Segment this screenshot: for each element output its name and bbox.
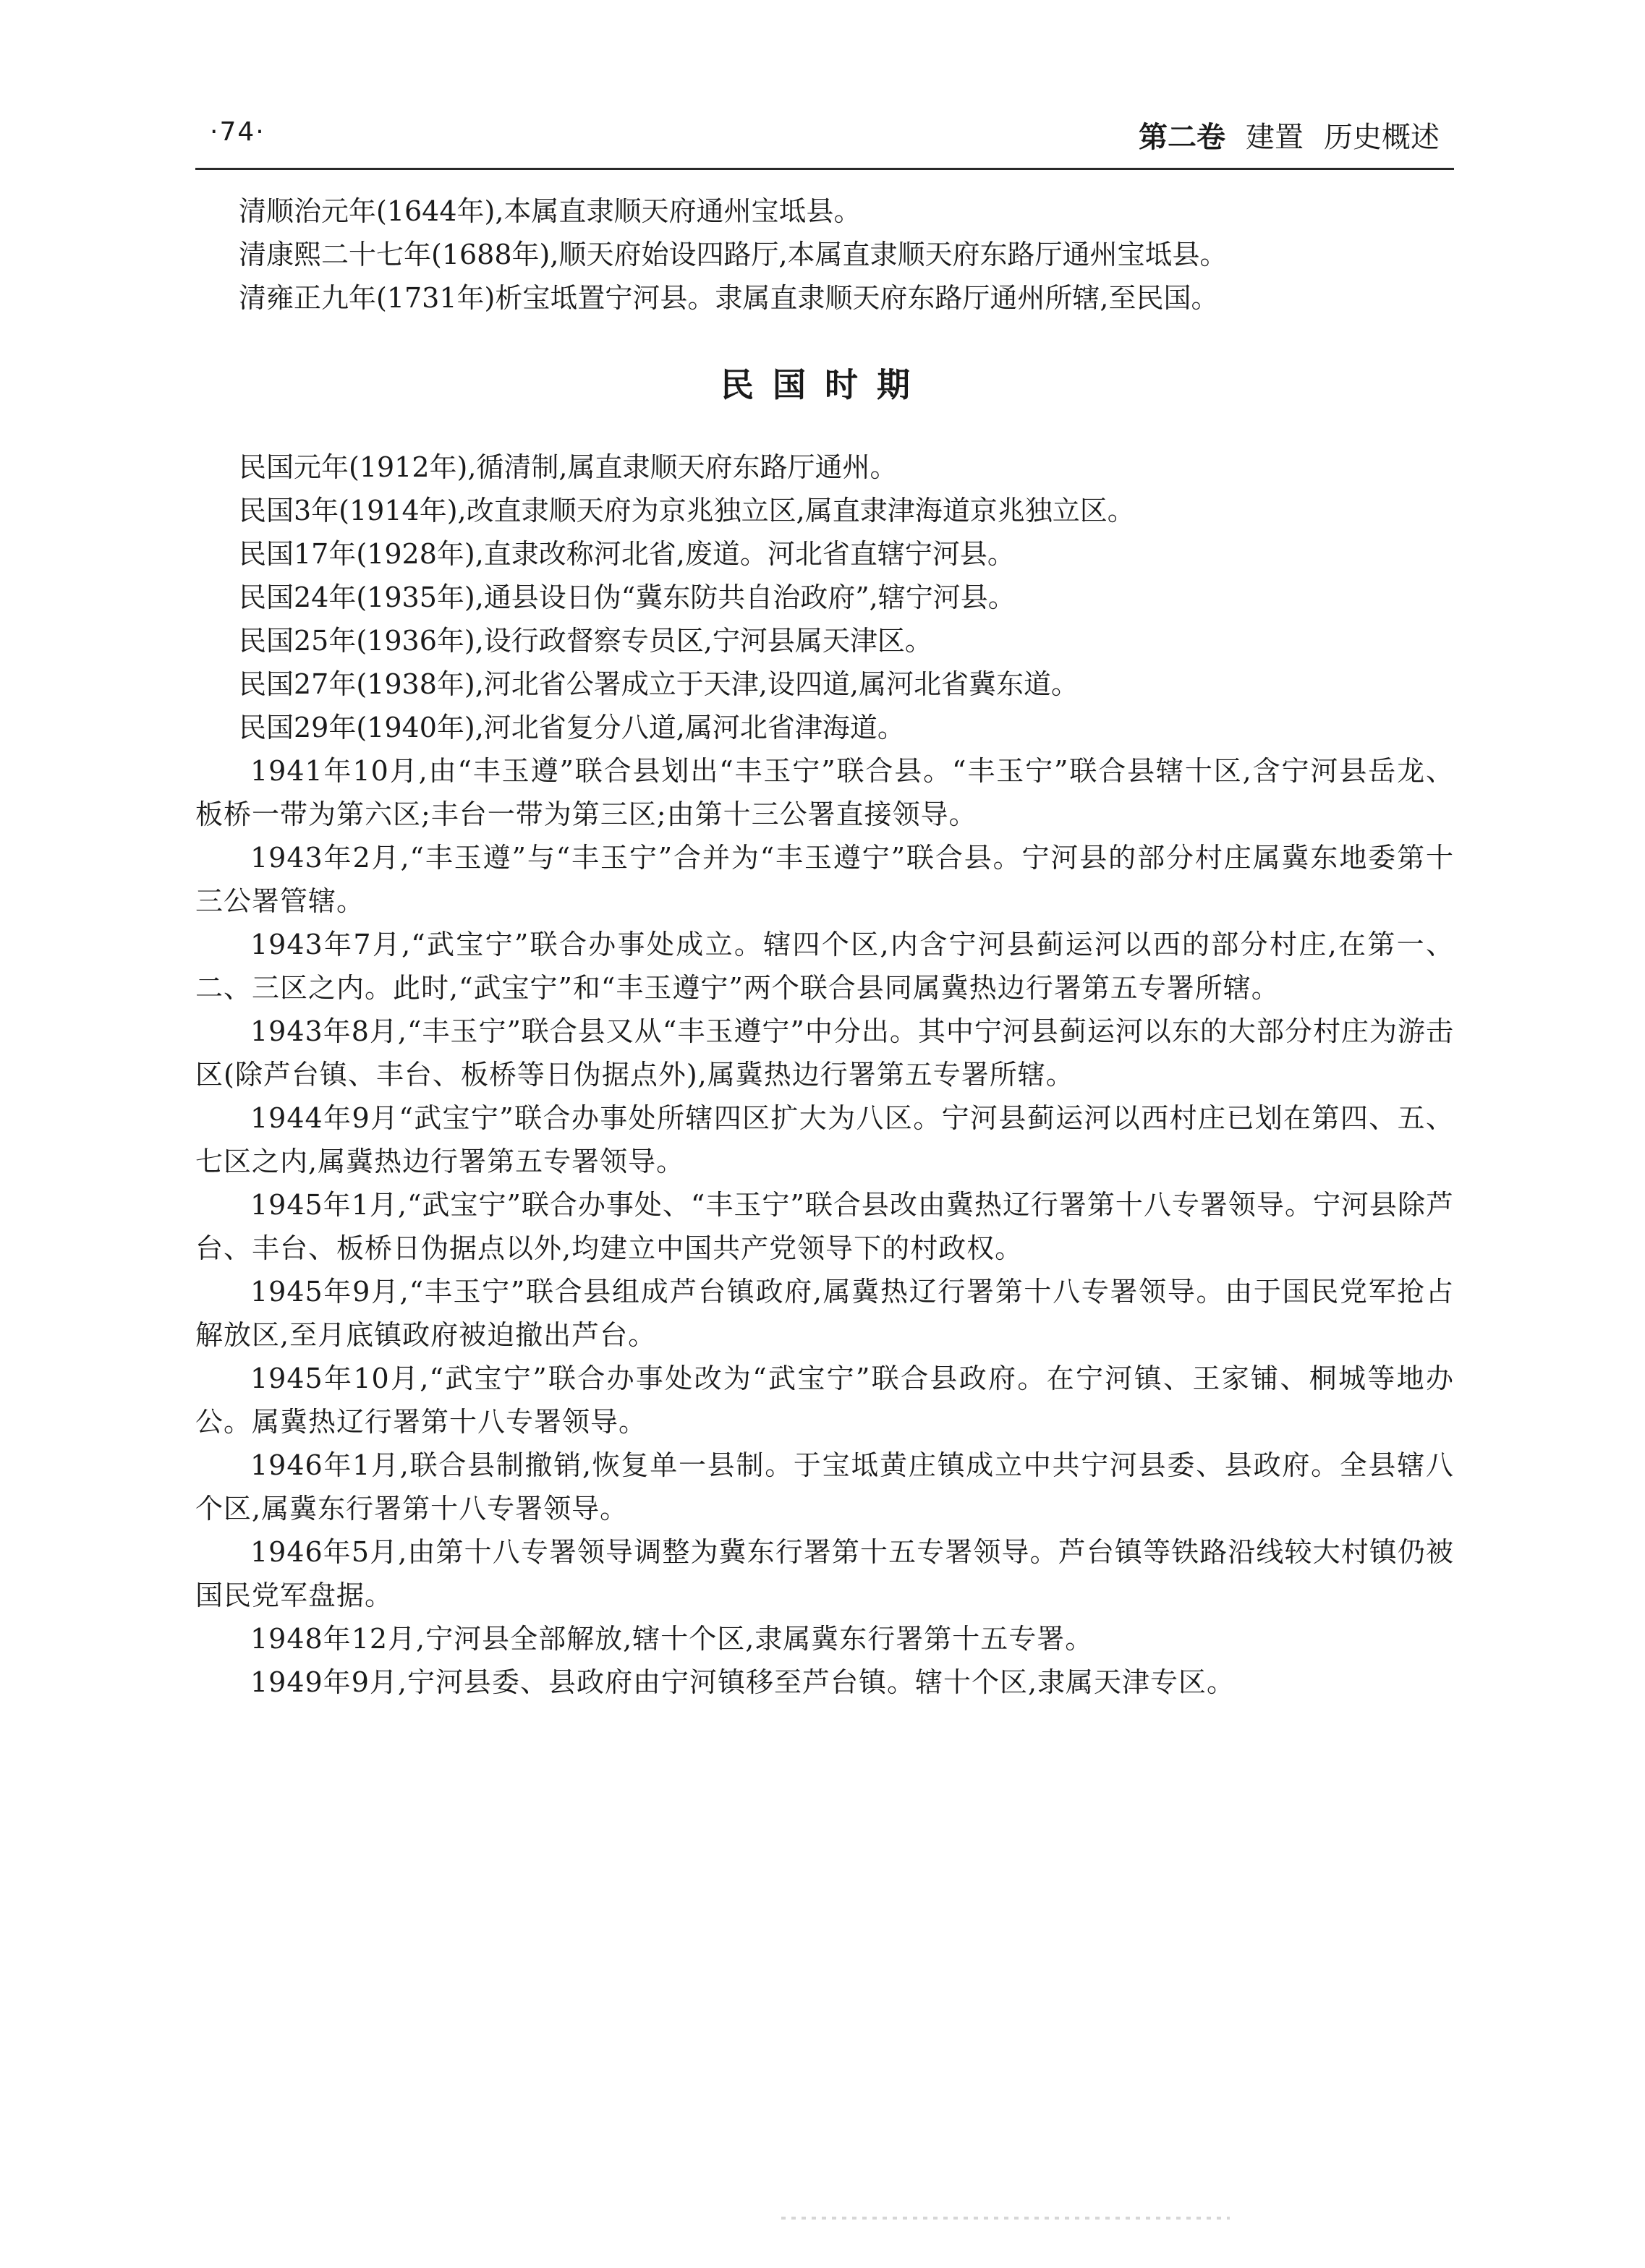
scan-artifact — [781, 2217, 1230, 2220]
chapter-label: 历史概述 — [1324, 121, 1440, 154]
chronology-paragraph: 1943年8月,“丰玉宁”联合县又从“丰玉遵宁”中分出。其中宁河县蓟运河以东的大部分村庄为游击区(除芦台镇、丰台、板桥等日伪据点外),属冀热边行署第五专署所辖。 — [195, 1015, 1454, 1091]
volume-label: 第二卷 — [1139, 121, 1225, 154]
chronology-paragraph: 1946年5月,由第十八专署领导调整为冀东行署第十五专署领导。芦台镇等铁路沿线较大村镇仍被国民党军盘据。 — [195, 1536, 1454, 1611]
header-rule — [195, 168, 1454, 170]
qing-line: 清雍正九年(1731年)析宝坻置宁河县。隶属直隶顺天府东路厅通州所辖,至民国。 — [239, 282, 1219, 314]
running-title — [1139, 114, 1440, 155]
chronology-paragraph: 1945年9月,“丰玉宁”联合县组成芦台镇政府,属冀热辽行署第十八专署领导。由于国民党军抢占解放区,至月底镇政府被迫撤出芦台。 — [195, 1276, 1454, 1351]
section-label: 建置 — [1246, 121, 1304, 154]
minguo-line: 民国27年(1938年),河北省公署成立于天津,设四道,属河北省冀东道。 — [239, 668, 1079, 700]
chronology-paragraph: 1948年12月,宁河县全部解放,辖十个区,隶属冀东行署第十五专署。 — [250, 1623, 1094, 1655]
chronology-paragraph: 1949年9月,宁河县委、县政府由宁河镇移至芦台镇。辖十个区,隶属天津专区。 — [250, 1666, 1236, 1698]
minguo-line: 民国24年(1935年),通县设日伪“冀东防共自治政府”,辖宁河县。 — [239, 581, 1016, 613]
chronology-paragraph: 1946年1月,联合县制撤销,恢复单一县制。于宝坻黄庄镇成立中共宁河县委、县政府。全县辖八个区,属冀东行署第十八专署领导。 — [195, 1449, 1454, 1525]
chronology-paragraph: 1945年1月,“武宝宁”联合办事处、“丰玉宁”联合县改由冀热辽行署第十八专署领导。宁河县除芦台、丰台、板桥日伪据点以外,均建立中国共产党领导下的村政权。 — [195, 1189, 1454, 1264]
minguo-line: 民国3年(1914年),改直隶顺天府为京兆独立区,属直隶津海道京兆独立区。 — [239, 495, 1135, 526]
chronology-paragraphs — [195, 749, 1454, 1704]
minguo-line: 民国元年(1912年),循清制,属直隶顺天府东路厅通州。 — [239, 451, 898, 483]
qing-dynasty-lines — [195, 189, 1454, 320]
chronology-paragraph: 1943年2月,“丰玉遵”与“丰玉宁”合并为“丰玉遵宁”联合县。宁河县的部分村庄属冀东地委第十三公署管辖。 — [195, 842, 1454, 917]
chronology-paragraph: 1944年9月“武宝宁”联合办事处所辖四区扩大为八区。宁河县蓟运河以西村庄已划在第四、五、七区之内,属冀热边行署第五专署领导。 — [195, 1102, 1454, 1177]
minguo-lines — [195, 446, 1454, 749]
page-number: ·74· — [210, 117, 265, 147]
section-heading: 民国时期 — [721, 365, 929, 404]
page-body — [195, 189, 1454, 1704]
minguo-line: 民国17年(1928年),直隶改称河北省,废道。河北省直辖宁河县。 — [239, 538, 1015, 570]
minguo-line: 民国25年(1936年),设行政督察专员区,宁河县属天津区。 — [239, 625, 932, 657]
qing-line: 清康熙二十七年(1688年),顺天府始设四路厅,本属直隶顺天府东路厅通州宝坻县。 — [239, 239, 1228, 270]
chronology-paragraph: 1945年10月,“武宝宁”联合办事处改为“武宝宁”联合县政府。在宁河镇、王家铺、桐城等地办公。属冀热辽行署第十八专署领导。 — [195, 1363, 1454, 1438]
minguo-line: 民国29年(1940年),河北省复分八道,属河北省津海道。 — [239, 712, 905, 743]
page-header — [195, 108, 1454, 174]
qing-line: 清顺治元年(1644年),本属直隶顺天府通州宝坻县。 — [239, 195, 862, 227]
chronology-paragraph: 1943年7月,“武宝宁”联合办事处成立。辖四个区,内含宁河县蓟运河以西的部分村庄,在第一、二、三区之内。此时,“武宝宁”和“丰玉遵宁”两个联合县同属冀热边行署第五专署所辖。 — [195, 929, 1454, 1004]
chronology-paragraph: 1941年10月,由“丰玉遵”联合县划出“丰玉宁”联合县。“丰玉宁”联合县辖十区,含宁河县岳龙、板桥一带为第六区;丰台一带为第三区;由第十三公署直接领导。 — [195, 755, 1454, 830]
